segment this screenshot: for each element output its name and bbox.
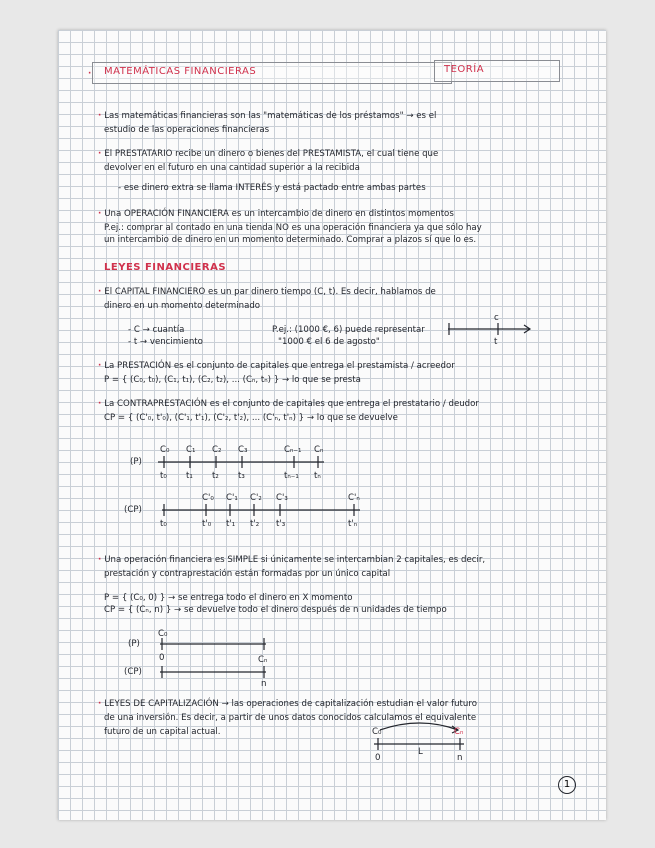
p-bot-5: tₙ — [314, 471, 321, 481]
p-bot-3: t₃ — [238, 471, 245, 481]
cap-n: n — [457, 753, 463, 763]
cap-cn: Cₙ — [454, 727, 464, 737]
p-top-0: C₀ — [160, 445, 170, 455]
capitalizacion-line3: futuro de un capital actual. — [104, 727, 221, 737]
section-heading-leyes: LEYES FINANCIERAS — [104, 262, 227, 273]
page-number: 1 — [558, 776, 576, 794]
page-title: MATEMÁTICAS FINANCIERAS — [104, 66, 257, 77]
intro-p1-line1: · Las matemáticas financieras son las "matemáticas de los préstamos" → es el — [98, 111, 437, 121]
vencimiento-def: - t → vencimiento — [128, 337, 203, 347]
simple-p-def: P = { (C₀, 0) } → se entrega todo el dinero en X momento — [104, 593, 353, 603]
page-tag: TEORÍA — [444, 64, 485, 75]
contraprestacion-line1: · La CONTRAPRESTACIÓN es el conjunto de capitales que entrega el prestatario / deudor — [98, 399, 479, 409]
timeline-p — [158, 456, 324, 468]
cp-top-2: C'₂ — [250, 493, 262, 503]
simple-line2: prestación y contraprestación están formadas por un único capital — [104, 569, 391, 579]
cp-bot-2: t'₁ — [226, 519, 236, 529]
cap-arc-label: L — [418, 747, 423, 757]
prestacion-line2: P = { (C₀, t₀), (C₁, t₁), (C₂, t₂), ... (Cₙ, tₙ) } → lo que se presta — [104, 375, 361, 385]
cp-bot-1: t'₀ — [202, 519, 212, 529]
capitalizacion-line1: · LEYES DE CAPITALIZACIÓN → las operaciones de capitalización estudian el valor futuro — [98, 699, 477, 709]
capital-line1: · El CAPITAL FINANCIERO es un par dinero tiempo (C, t). Es decir, hablamos de — [98, 287, 436, 297]
p-top-2: C₂ — [212, 445, 222, 455]
cp-bot-3: t'₂ — [250, 519, 260, 529]
p-top-4: Cₙ₋₁ — [284, 445, 302, 455]
intro-p2-line2: devolver en el futuro en una cantidad superior a la recibida — [104, 163, 360, 173]
intro-p3-line2: P.ej.: comprar al contado en una tienda NO es una operación financiera ya que sólo hay — [104, 223, 482, 233]
timeline-cp — [162, 504, 360, 516]
intro-p3-line3: un intercambio de dinero en un momento determinado. Comprar a plazos sí que lo es. — [104, 235, 477, 245]
capital-line2: dinero en un momento determinado — [104, 301, 261, 311]
cp-top-1: C'₁ — [226, 493, 238, 503]
simple-diag-cp: (CP) — [124, 667, 142, 677]
cp-bot-5: t'ₙ — [348, 519, 358, 529]
intro-p3-line1: · Una OPERACIÓN FINANCIERA es un intercambio de dinero en distintos momentos — [98, 209, 454, 219]
diagram-cp-label: (CP) — [124, 505, 142, 515]
simple-diag-n: n — [261, 679, 267, 689]
cp-bot-0: t₀ — [160, 519, 167, 529]
contraprestacion-line2: CP = { (C'₀, t'₀), (C'₁, t'₁), (C'₂, t'₂), ... (C'ₙ, t'ₙ) } → lo que se devuelve — [104, 413, 398, 423]
cp-bot-4: t'₃ — [276, 519, 286, 529]
title-bullet: · — [88, 69, 92, 79]
simple-diag-p: (P) — [128, 639, 140, 649]
cuantia-def: - C → cuantía — [128, 325, 185, 335]
simple-diag-c0: C₀ — [158, 629, 168, 639]
capitalizacion-line2: de una inversión. Es decir, a partir de unos datos conocidos calculamos el equivalente — [104, 713, 477, 723]
cp-top-4: C'ₙ — [348, 493, 360, 503]
intro-p2-sub: - ese dinero extra se llama INTERÉS y está pactado entre ambas partes — [118, 183, 426, 193]
p-top-1: C₁ — [186, 445, 196, 455]
cap-c0: C₀ — [372, 727, 382, 737]
p-bot-1: t₁ — [186, 471, 193, 481]
axis-c-label: c — [494, 313, 499, 323]
p-bot-2: t₂ — [212, 471, 219, 481]
timeline-simple — [160, 638, 266, 678]
prestacion-line1: · La PRESTACIÓN es el conjunto de capitales que entrega el prestamista / acreedor — [98, 361, 455, 371]
example-line1: P.ej.: (1000 €, 6) puede representar — [272, 325, 425, 335]
simple-line1: · Una operación financiera es SIMPLE si únicamente se intercambian 2 capitales, es decir, — [98, 555, 486, 565]
p-bot-0: t₀ — [160, 471, 167, 481]
p-top-3: C₃ — [238, 445, 248, 455]
example-line2: "1000 € el 6 de agosto" — [278, 337, 380, 347]
simple-diag-cn: Cₙ — [258, 655, 268, 665]
simple-diag-0: 0 — [159, 653, 165, 663]
example-axis — [448, 323, 530, 335]
intro-p2-line1: · El PRESTATARIO recibe un dinero o bienes del PRESTAMISTA, el cual tiene que — [98, 149, 439, 159]
cp-top-3: C'₃ — [276, 493, 288, 503]
simple-cp-def: CP = { (Cₙ, n) } → se devuelve todo el dinero después de n unidades de tiempo — [104, 605, 447, 615]
p-bot-4: tₙ₋₁ — [284, 471, 299, 481]
diagram-p-label: (P) — [130, 457, 142, 467]
p-top-5: Cₙ — [314, 445, 324, 455]
cp-top-0: C'₀ — [202, 493, 214, 503]
intro-p1-line2: estudio de las operaciones financieras — [104, 125, 270, 135]
notebook-page — [58, 30, 606, 820]
axis-t-label: t — [494, 337, 498, 347]
cap-zero: 0 — [375, 753, 381, 763]
